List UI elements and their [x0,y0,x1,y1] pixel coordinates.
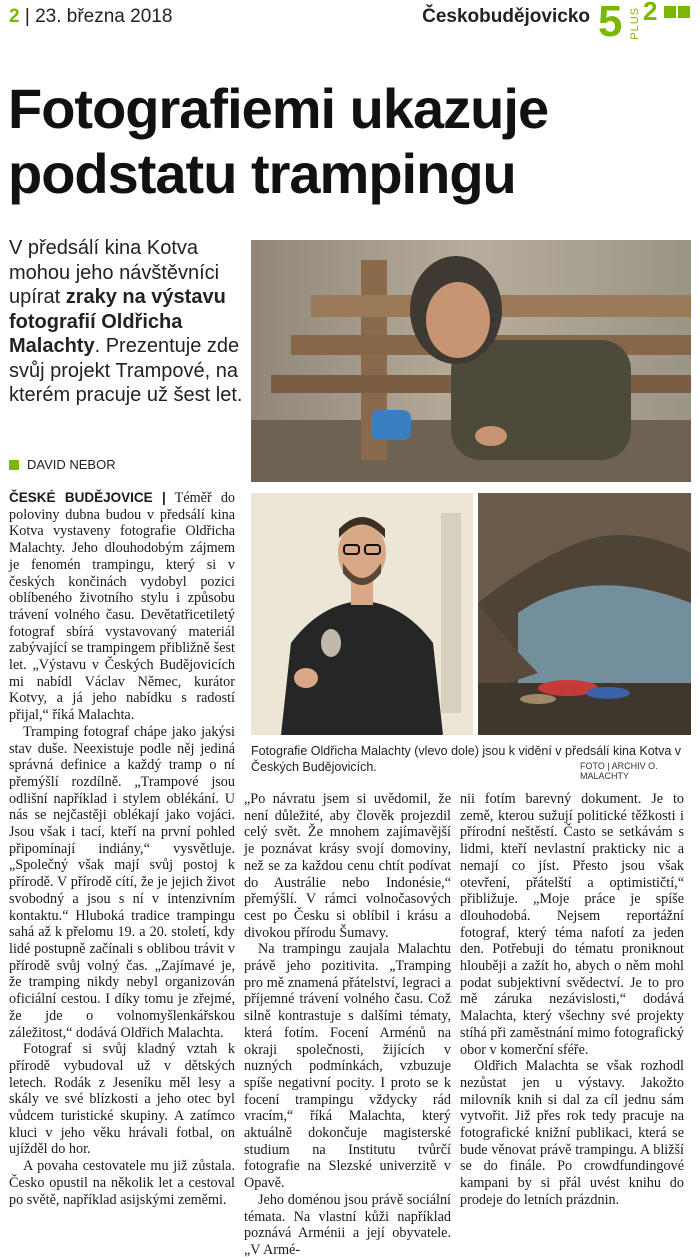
issue-date: 23. března 2018 [35,6,173,27]
page-header [0,0,700,40]
photo-credit: FOTO | ARCHIV O. MALACHTY [580,761,658,781]
photo-photographer-portrait [251,493,473,735]
paragraph: Na trampingu zaujala Malachtu právě jeho pozitivita. „Tramping pro mě znamená přátelství, legraci a příjemné trávení volného času. Což silně kontrastuje s dalšími tématy, která fotím. Focení Arménů na okraji společnosti, žijících v nuzných podmínkách, vzbuzuje spíše negativní pocity. I proto se k focení trampingu vždycky rád vracím,“ říká Malachta, který aktuálně dokončuje magisterské studium na Institutu tvůrčí fotografie na Slezské univerzitě v Opavě. [244,941,451,1192]
headline: Fotografiemi ukazuje podstatu trampingu [8,77,549,205]
region-name: Českobudějovicko [422,6,590,27]
photo-tramp-resting [251,240,691,482]
text-column-3 [460,791,684,1209]
paragraph: nii fotím barevný dokument. Je to země, kterou sužují politické těžkosti i přírodní neštěstí. Často se setkávám s lidmi, kteří nevlastní prakticky nic a nemají co jíst. Přesto jsou však otevření, přátelští a optimističtí,“ přibližuje. „Moje práce je spíše dlouhodobá. Nejsem reportážní fotograf, který téma nafotí za jeden den. Potřebuji do tématu proniknout hlouběji a zažít ho, abych o něm mohl podat subjektivní svědectví. Je to pro mě záruka nezávislosti,“ dodává Malachta, který všechny své projekty stíhá při zaměstnání mimo fotografický obor v komerční sféře. [460,791,684,1058]
dateline: ČESKÉ BUDĚJOVICE | [9,490,166,505]
author-byline: DAVID NEBOR [9,457,116,472]
paragraph: A povaha cestovatele mu již zůstala. Česko opustil na několik let a cestoval po světě, například asijskými zeměmi. [9,1158,235,1208]
lead-paragraph: V předsálí kina Kotva mohou jeho návštěvníci upírat zraky na výstavu fotografií Oldřicha Malachty. Prezentuje zde svůj projekt Trampové, na kterém pracuje už šest let. [9,237,243,406]
paragraph: Jeho doménou jsou právě sociální témata. Na vlastní kůži například poznává Arménii a její obyvatele. „V Armé- [244,1191,451,1258]
paragraph: Oldřich Malachta se však rozhodl nezůstat jen u výstavy. Jakožto milovník knih si dal za cíl jednu sám vytvořit. Již přes rok tedy pracuje na fotografické knižní publikaci, která se bude věnovat právě trampingu. A bližší se do finále. Po crowdfundingové kampani by si přál uvést knihu do prodeje do letních prázdnin. [460,1058,684,1208]
5plus2-logo: 5 PLUS 2 [598,3,693,43]
text-column-2 [244,791,451,1259]
bullet-square-icon [9,460,19,470]
text-column-1 [9,490,235,1208]
photo-caption: Fotografie Oldřicha Malachty (vlevo dole) jsou k vidění v předsálí kina Kotva v Českých Budějovicích. [251,744,682,774]
paragraph: ČESKÉ BUDĚJOVICE | Téměř do poloviny dubna budou v předsálí kina Kotva vystaveny fotografie Oldřicha Malachty. Jeho dlouhodobým zájmem je fenomén trampingu, který si v českých končinách vydobyl pozici oblíbeného životního stylu i způsobu trávení volného času. Devětatřicetiletý fotograf sbírá vystavovaný materiál zabývající se trampingem přibližně šest let. „Výstavu v Českých Budějovicích mi nabídl Václav Němec, kurátor Kotvy, a já jeho nabídku s radostí přijal,“ říká Malachta. [9,490,236,724]
page-number-date: 2 | 23. března 2018 [9,6,173,27]
page-number: 2 [9,6,20,27]
paragraph: „Po návratu jsem si uvědomil, že není důležité, aby člověk projezdil celý svět. Že mnohem zajímavější je poznávat krásy svojí domoviny, než se za každou cenu chtít podívat do Austrálie nebo Indonésie,“ přemýšlí. V rámci volnočasových cest po Česku si oblíbil i krásu a divokou přírodu Šumavy. [244,791,451,941]
photo-cave-camp [478,493,691,735]
paragraph: Tramping fotograf chápe jako jakýsi stav duše. Neexistuje podle něj jediná správná definice a každý tramp o ní přemýšlí rozdílně. „Trampové jsou odlišní například i stylem oblékání. U nás se nejčastěji oblékají jako vojáci. Jsou však i tací, kteří na první pohled připomínají indiány,“ vysvětluje. „Společný však mají svůj postoj k přírodě. V přírodě cítí, že je jejich život svobodný a jsou s ní v intenzivním kontaktu.“ Hluboká tradice trampingu sahá až k přelomu 19. a 20. století, kdy lidé postupně začínali s oblibou trávit v přírodě svůj volný čas. „Zajímavé je, že tramping nikdy nebyl organizován oficiální cestou. I díky tomu je zřejmé, že jde o volnomyšlenkářskou záležitost,“ dodává Oldřich Malachta. [9,723,235,1041]
paragraph: Fotograf si svůj kladný vztah k přírodě vybudoval už v dětských letech. Rodák z Jeseníku měl lesy a skály ve své blízkosti a jeho otec byl vůdcem turistické skupiny. A zatímco kluci v jeho věku hrávali fotbal, on ujížděl do hor. [9,1041,235,1158]
